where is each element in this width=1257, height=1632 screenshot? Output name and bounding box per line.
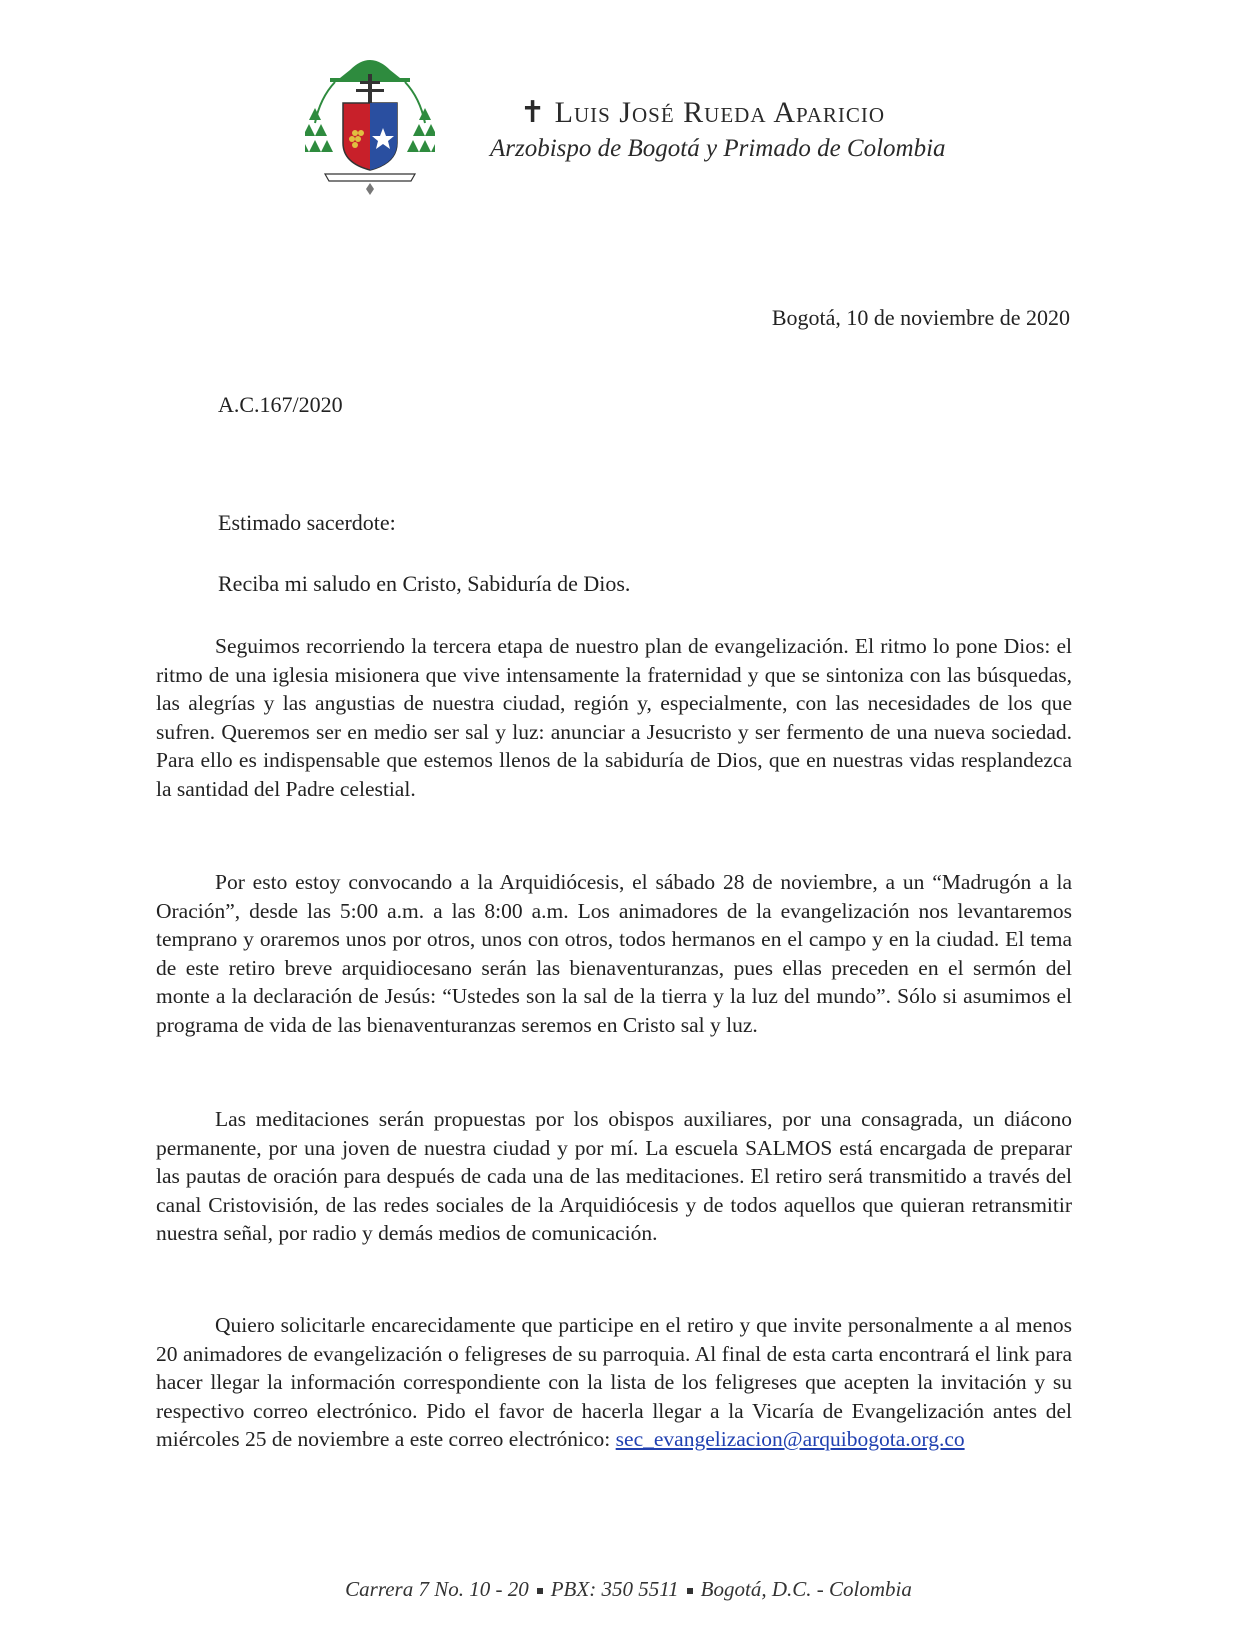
body-paragraph-3: Las meditaciones serán propuestas por los obispos auxiliares, por una consagrada, un diácono permanente, por una joven de nuestra ciudad y por mí. La escuela SALMOS está encargada de preparar las pautas de oración para después de cada una de las meditaciones. El retiro será transmitido a través del canal Cristovisión, de las redes sociales de la Arquidiócesis y de todos aquellos que quieran retransmitir nuestra señal, por radio y demás medios de comunicación. [156, 1107, 1072, 1245]
letterhead-title: Arzobispo de Bogotá y Primado de Colombia [490, 135, 946, 162]
footer-city: Bogotá, D.C. - Colombia [700, 1577, 912, 1601]
letterhead-name: ✝ Luis José Rueda Aparicio [520, 96, 886, 129]
body-paragraph-1: Seguimos recorriendo la tercera etapa de nuestro plan de evangelización. El ritmo lo pone Dios: el ritmo de una iglesia misionera que vive intensamente la fraternidad y que se sintoniza con las búsquedas, las alegrías y las angustias de nuestra ciudad, región y, especialmente, con las necesidades de los que sufren. Queremos ser en medio ser sal y luz: anunciar a Jesucristo y ser fermento de una nueva sociedad. Para ello es indispensable que estemos llenos de la sabiduría de Dios, que en nuestras vidas resplandezca la santidad del Padre celestial. [156, 634, 1072, 801]
evangelization-email-link[interactable]: sec_evangelizacion@arquibogota.org.co [615, 1427, 965, 1451]
footer-phone: PBX: 350 5511 [550, 1577, 679, 1601]
letter-salutation: Estimado sacerdote: [218, 510, 396, 535]
bullet-separator-icon [537, 1588, 543, 1594]
letter-date: Bogotá, 10 de noviembre de 2020 [771, 305, 1070, 330]
body-paragraph-2: Por esto estoy convocando a la Arquidiócesis, el sábado 28 de noviembre, a un “Madrugón a la Oración”, desde las 5:00 a.m. a las 8:00 a.m. Los animadores de la evangelización nos levantaremos temprano y oraremos unos por otros, unos con otros, todos hermanos en el campo y en la ciudad. El tema de este retiro breve arquidiocesano serán las bienaventuranzas, pues ellas preceden en el sermón del monte a la declaración de Jesús: “Ustedes son la sal de la tierra y la luz del mundo”. Sólo si asumimos el programa de vida de las bienaventuranzas seremos en Cristo sal y luz. [156, 870, 1072, 1037]
bullet-separator-icon [687, 1588, 693, 1594]
body-paragraph-4: Quiero solicitarle encarecidamente que participe en el retiro y que invite personalmente a al menos 20 animadores de evangelización o feligreses de su parroquia. Al final de esta carta encontrará el link para hacer llegar la información correspondiente con la lista de los feligreses que acepten la invitación y su respectivo correo electrónico. Pido el favor de hacerla llegar a la Vicaría de Evangelización antes del miércoles 25 de noviembre a este correo electrónico: sec_evangelizacion@arquibogota.org.co [156, 1313, 1072, 1451]
letter-reference: A.C.167/2020 [218, 392, 343, 417]
letterhead-footer [0, 1577, 1257, 1602]
letter-greeting: Reciba mi saludo en Cristo, Sabiduría de Dios. [218, 571, 631, 596]
archbishop-coat-of-arms-icon [305, 48, 435, 198]
footer-address: Carrera 7 No. 10 - 20 [345, 1577, 529, 1601]
